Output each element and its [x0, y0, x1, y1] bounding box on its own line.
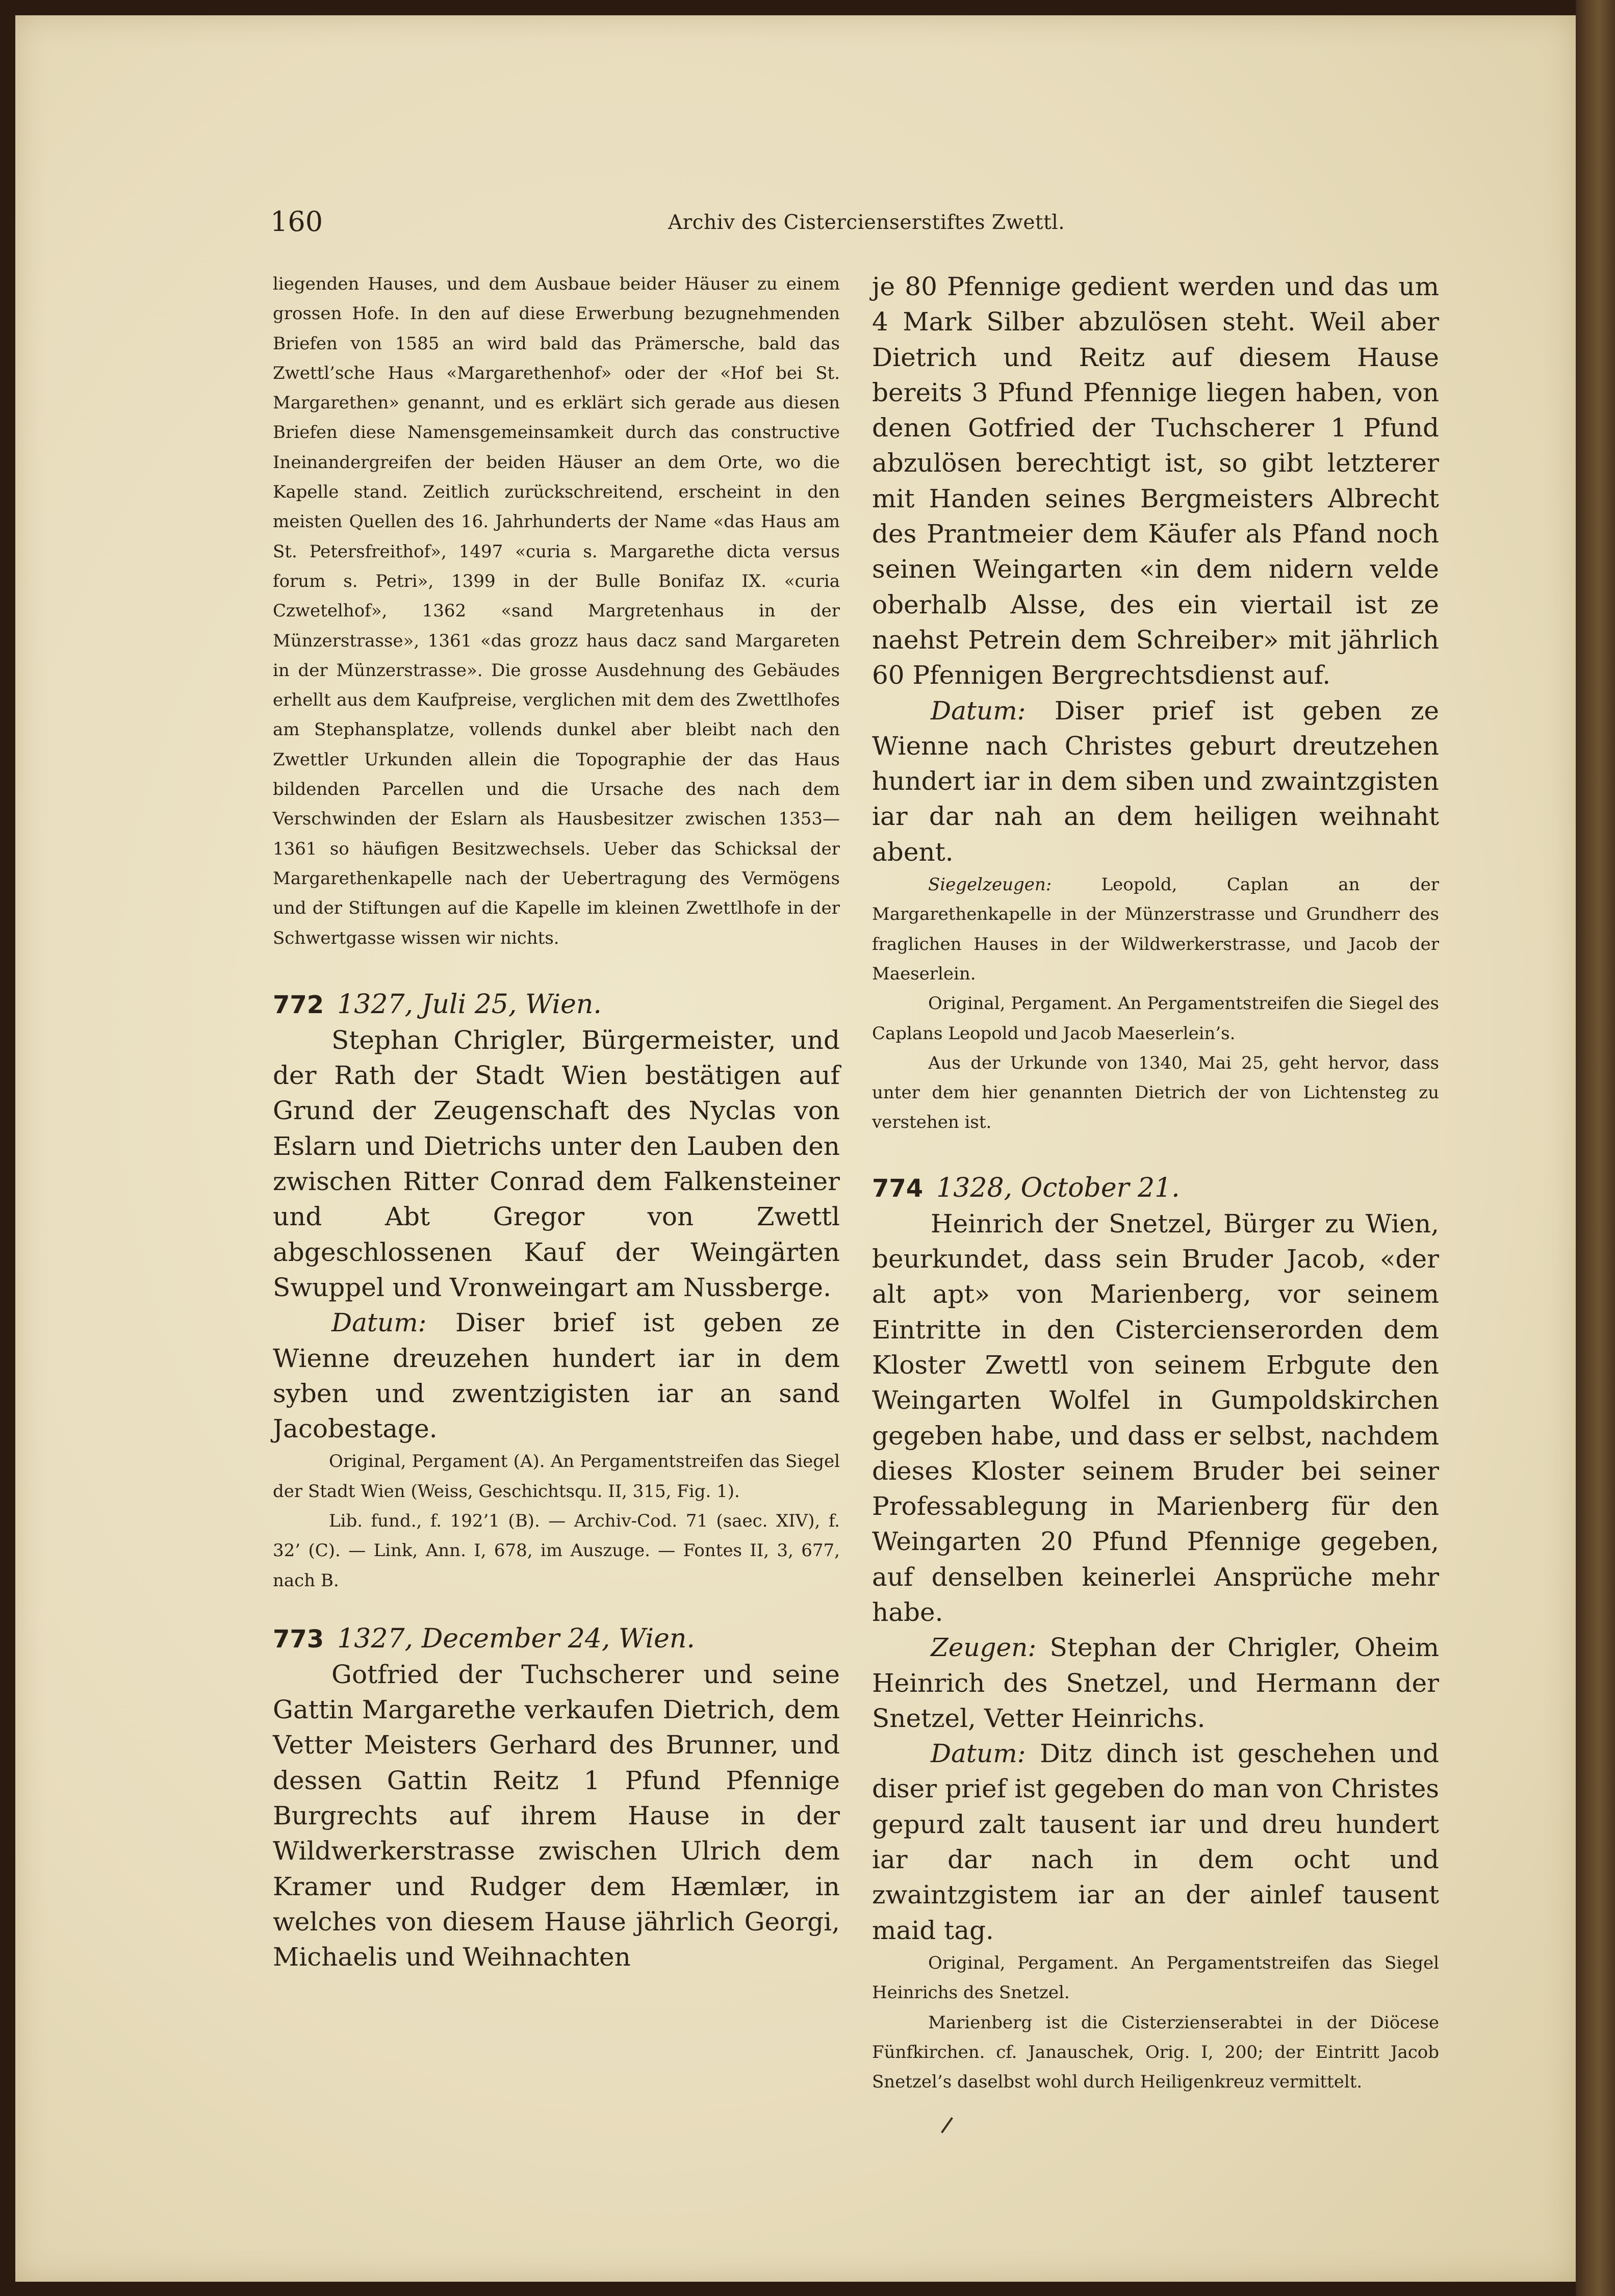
siegelzeugen-label: Siegelzeugen:	[928, 874, 1052, 895]
datum-text: Ditz dinch ist geschehen und diser prief ist gegeben do man von Christes gepurd zalt tausent iar und dreu hundert iar dar nach in dem ocht und zwaintzgistem iar an der ainlef tausent maid tag.	[872, 1739, 1439, 1945]
entry-773-datum	[872, 693, 1439, 870]
entry-number: 772	[273, 990, 324, 1019]
entry-774-zeugen	[872, 1630, 1439, 1736]
entry-number: 774	[872, 1174, 924, 1203]
left-column	[273, 269, 840, 1975]
right-column	[872, 269, 1439, 2097]
entry-774-note: Original, Pergament. An Pergamentstreifen das Siegel Heinrichs des Snetzel.	[872, 1952, 1439, 2003]
datum-label: Datum:	[931, 695, 1026, 726]
entry-773-heading	[273, 1621, 840, 1657]
entry-774-datum	[872, 1736, 1439, 1948]
entry-date: 1327, Juli 25, Wien.	[337, 989, 602, 1020]
entry-772-datum	[273, 1305, 840, 1447]
siegelzeugen-text: Leopold, Caplan an der Margarethenkapelle in der Münzerstrasse und Grundherr des fraglichen Hauses in der Wildwerkerstrasse, und Jacob der Maeserlein.	[872, 874, 1439, 984]
running-title: Archiv des Cistercienserstiftes Zwettl.	[668, 211, 1065, 234]
datum-text: Diser brief ist geben ze Wienne dreuzehen hundert iar in dem syben und zwentzigisten iar an sand Jacobestage.	[273, 1308, 840, 1444]
entry-date: 1328, October 21.	[936, 1172, 1180, 1203]
entry-773-note: Original, Pergament. An Pergamentstreifen die Siegel des Caplans Leopold und Jacob Maeserlein’s.	[872, 993, 1439, 1044]
datum-text: Diser prief ist geben ze Wienne nach Christes geburt dreutzehen hundert iar in dem siben und zwaintzgisten iar dar nah an dem heiligen weihnaht abent.	[872, 695, 1439, 867]
entry-774-heading	[872, 1170, 1439, 1206]
entry-773-summary: Gotfried der Tuchscherer und seine Gattin Margarethe verkaufen Dietrich, dem Vetter Meisters Gerhard des Brunner, und dessen Gattin Reitz 1 Pfund Pfennige Burgrechts auf ihrem Hause in der Wildwerkerstrasse zwischen Ulrich dem Kramer und Rudger dem Hæmlær, in welches von diesem Hause jährlich Georgi, Michaelis und Weihnachten	[273, 1659, 840, 1972]
entry-774-summary: Heinrich der Snetzel, Bürger zu Wien, beurkundet, dass sein Bruder Jacob, «der alt apt» von Marienberg, vor seinem Eintritte in den Cistercienserorden dem Kloster Zwettl von seinem Erbgute den Weingarten Wolfel in Gumpoldskirchen gegeben habe, und dass er selbst, nachdem dieses Kloster seinem Bruder bei seiner Professablegung in Marienberg für den Weingarten 20 Pfund Pfennige gegeben, auf denselben keinerlei Ansprüche mehr habe.	[872, 1208, 1439, 1627]
entry-773-note: Aus der Urkunde von 1340, Mai 25, geht hervor, dass unter dem hier genannten Dietrich der von Lichtensteg zu verstehen ist.	[872, 1052, 1439, 1133]
page-number: 160	[270, 205, 323, 238]
facing-page-edge	[1576, 0, 1615, 2296]
entry-772-note: Original, Pergament (A). An Pergamentstreifen das Siegel der Stadt Wien (Weiss, Geschichtsqu. II, 315, Fig. 1).	[273, 1451, 840, 1502]
page-header	[270, 207, 1076, 237]
entry-772-heading	[273, 987, 840, 1023]
datum-label: Datum:	[931, 1739, 1026, 1769]
entry-772-note: Lib. fund., f. 192’1 (B). — Archiv-Cod. 71 (saec. XIV), f. 32’ (C). — Link, Ann. I, 678, im Auszuge. — Fontes II, 3, 677, nach B.	[273, 1510, 840, 1591]
intro-paragraph: liegenden Hauses, und dem Ausbaue beider Häuser zu einem grossen Hofe. In den auf diese Erwerbung bezugnehmenden Briefen von 1585 an wird bald das Prämersche, bald das Zwettl’sche Haus «Margarethenhof» oder der «Hof bei St. Margarethen» genannt, und es erklärt sich gerade aus diesen Briefen diese Namensgemeinsamkeit durch das constructive Ineinandergreifen der beiden Häuser an dem Orte, wo die Kapelle stand. Zeitlich zurückschreitend, erscheint in den meisten Quellen des 16. Jahrhunderts der Name «das Haus am St. Petersfreithof», 1497 «curia s. Margarethe dicta versus forum s. Petri», 1399 in der Bulle Bonifaz IX. «curia Czwetelhof», 1362 «sand Margretenhaus in der Münzerstrasse», 1361 «das grozz haus dacz sand Margareten in der Münzerstrasse». Die grosse Ausdehnung des Gebäudes erhellt aus dem Kaufpreise, verglichen mit dem des Zwettlhofes am Stephansplatze, vollends dunkel aber bleibt nach den Zwettler Urkunden allein die Topographie der das Haus bildenden Parcellen und die Ursache des nach dem Verschwinden der Eslarn als Hausbesitzer zwischen 1353—1361 so häufigen Besitzwechsels. Ueber das Schicksal der Margarethenkapelle nach der Uebertragung des Vermögens und der Stiftungen auf die Kapelle im kleinen Zwettlhofe in der Schwertgasse wissen wir nichts.	[273, 274, 840, 948]
zeugen-text: Stephan der Chrigler, Oheim Heinrich des Snetzel, und Hermann der Snetzel, Vetter Heinrichs.	[872, 1633, 1439, 1733]
entry-date: 1327, December 24, Wien.	[337, 1623, 695, 1654]
entry-774-note: Marienberg ist die Cisterzienserabtei in der Diöcese Fünfkirchen. cf. Janauschek, Orig. I, 200; der Eintritt Jacob Snetzel’s daselbst wohl durch Heiligenkreuz vermittelt.	[872, 2012, 1439, 2093]
entry-number: 773	[273, 1624, 324, 1654]
entry-773-summary-continued: je 80 Pfennige gedient werden und das um 4 Mark Silber abzulösen steht. Weil aber Dietrich und Reitz auf diesem Hause bereits 3 Pfund Pfennige liegen haben, von denen Gotfried der Tuchscherer 1 Pfund abzulösen berechtigt ist, so gibt letzterer mit Handen seines Bergmeisters Albrecht des Prantmeier dem Käufer als Pfand noch seinen Weingarten «in dem nidern velde oberhalb Alsse, des ein viertail ist ze naehst Petrein dem Schreiber» mit jährlich 60 Pfennigen Bergrechtsdienst auf.	[872, 272, 1439, 690]
datum-label: Datum:	[331, 1308, 427, 1338]
zeugen-label: Zeugen:	[931, 1633, 1037, 1663]
entry-772-summary: Stephan Chrigler, Bürgermeister, und der Rath der Stadt Wien bestätigen auf Grund der Zeugenschaft des Nyclas von Eslarn und Dietrichs unter den Lauben den zwischen Ritter Conrad dem Falkensteiner und Abt Gregor von Zwettl abgeschlossenen Kauf der Weingärten Swuppel und Vronweingart am Nussberge.	[273, 1025, 840, 1302]
entry-773-siegelzeugen	[872, 870, 1439, 989]
